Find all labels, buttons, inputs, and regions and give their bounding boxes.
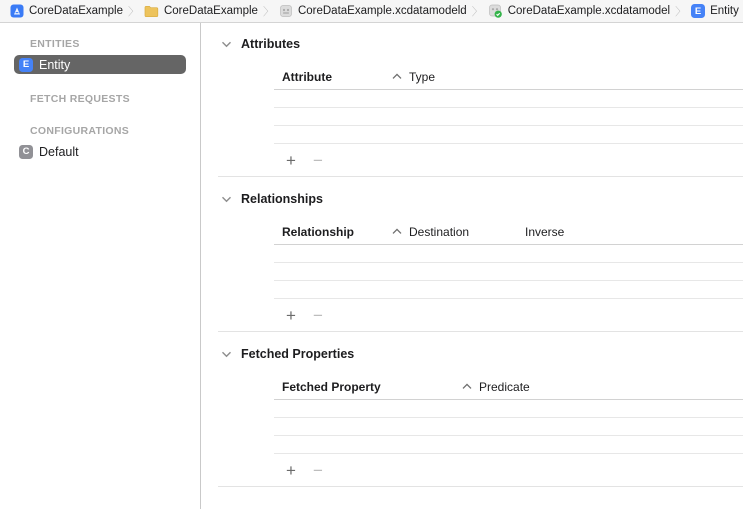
breadcrumb-label: Entity	[710, 5, 739, 17]
section-divider	[218, 176, 743, 177]
column-header-type[interactable]: Type	[409, 69, 436, 84]
breadcrumb-label: CoreDataExample	[29, 5, 123, 17]
sort-ascending-icon	[392, 228, 409, 235]
remove-attribute-button[interactable]: −	[309, 152, 327, 169]
section-title: Attributes	[241, 37, 301, 51]
model-editor	[201, 23, 743, 509]
sort-ascending-icon	[392, 73, 409, 80]
configuration-badge-icon: C	[19, 145, 33, 159]
table-row	[274, 245, 743, 263]
table-row	[274, 90, 743, 108]
relationships-section-header[interactable]	[221, 191, 743, 207]
fetched-properties-section-header[interactable]	[221, 346, 743, 362]
attributes-table-header	[274, 64, 743, 90]
column-header-fetched-property[interactable]: Fetched Property	[282, 379, 381, 394]
column-header-attribute[interactable]: Attribute	[282, 69, 332, 84]
breadcrumb-separator: 〉	[471, 6, 483, 18]
table-row	[274, 281, 743, 299]
table-row	[274, 263, 743, 281]
table-row	[274, 418, 743, 436]
section-title: Relationships	[241, 192, 323, 206]
sidebar-item-default[interactable]	[14, 142, 186, 161]
section-divider	[218, 486, 743, 487]
section-divider	[218, 331, 743, 332]
disclosure-chevron-icon	[221, 41, 232, 48]
breadcrumb-separator: 〉	[262, 6, 274, 18]
breadcrumb-separator: 〉	[675, 6, 687, 18]
breadcrumb-separator: 〉	[127, 6, 139, 18]
fetched-properties-table-header	[274, 374, 743, 400]
entity-list-sidebar	[0, 23, 201, 509]
sidebar-item-label: Entity	[39, 57, 71, 72]
column-header-inverse[interactable]: Inverse	[525, 224, 565, 239]
entity-badge-icon: E	[691, 4, 705, 18]
entity-badge-icon: E	[19, 58, 33, 72]
sort-ascending-icon	[462, 383, 479, 390]
breadcrumb-group-folder[interactable]	[144, 5, 258, 18]
remove-relationship-button[interactable]: −	[309, 307, 327, 324]
sidebar-item-label: Default	[39, 144, 79, 159]
section-title: Fetched Properties	[241, 347, 355, 361]
table-row	[274, 436, 743, 454]
datamodel-file-checked-icon	[488, 4, 503, 19]
relationships-table-controls	[282, 299, 743, 331]
table-row	[274, 108, 743, 126]
breadcrumb-xcdatamodel[interactable]	[488, 4, 670, 19]
jump-bar	[0, 0, 743, 23]
add-fetched-property-button[interactable]: +	[282, 462, 300, 479]
breadcrumb-xcdatamodeld[interactable]	[279, 4, 467, 18]
breadcrumb-label: CoreDataExample.xcdatamodel	[507, 5, 671, 17]
column-header-predicate[interactable]: Predicate	[479, 379, 530, 394]
datamodeld-file-icon	[279, 4, 293, 18]
sidebar-item-entity[interactable]	[14, 55, 186, 74]
disclosure-chevron-icon	[221, 351, 232, 358]
attributes-section-header[interactable]	[221, 36, 743, 52]
column-header-relationship[interactable]: Relationship	[282, 224, 355, 239]
disclosure-chevron-icon	[221, 196, 232, 203]
fetched-properties-table-controls	[282, 454, 743, 486]
attributes-table-controls	[282, 144, 743, 176]
breadcrumb-label: CoreDataExample.xcdatamodeld	[297, 5, 467, 17]
entities-group-header: ENTITIES	[30, 38, 80, 50]
add-attribute-button[interactable]: +	[282, 152, 300, 169]
column-header-destination[interactable]: Destination	[409, 224, 470, 239]
project-icon	[10, 4, 24, 18]
fetch-requests-group-header: FETCH REQUESTS	[30, 93, 130, 105]
relationships-table-header	[274, 219, 743, 245]
table-row	[274, 400, 743, 418]
breadcrumb-label: CoreDataExample	[163, 5, 258, 17]
remove-fetched-property-button[interactable]: −	[309, 462, 327, 479]
configurations-group-header: CONFIGURATIONS	[30, 125, 130, 137]
breadcrumb-entity[interactable]	[691, 4, 739, 18]
breadcrumb-project[interactable]	[10, 4, 123, 18]
folder-icon	[144, 5, 159, 18]
add-relationship-button[interactable]: +	[282, 307, 300, 324]
table-row	[274, 126, 743, 144]
